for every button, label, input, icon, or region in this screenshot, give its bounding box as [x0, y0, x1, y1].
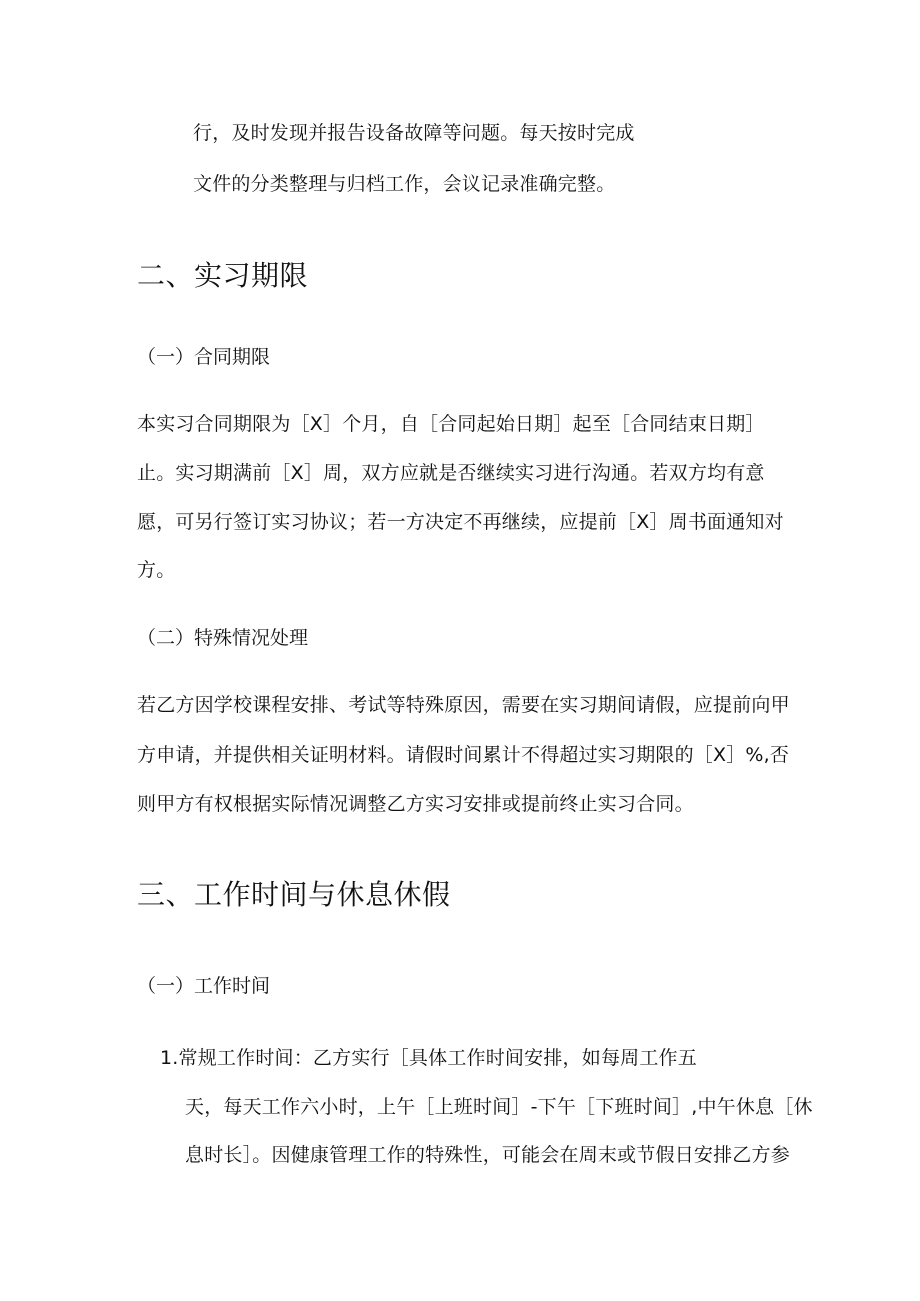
list-item-1-line-1	[160, 1045, 697, 1071]
list-item-number: 1	[160, 1047, 173, 1069]
paragraph-line: 愿，可另行签订实习协议；若一方决定不再继续，应提前［X］周书面通知对	[137, 511, 784, 533]
section-3-heading: 三、工作时间与休息休假	[137, 878, 451, 911]
intro-line-2: 文件的分类整理与归档工作，会议记录准确完整。	[193, 173, 616, 195]
section-2-sub-1-heading: （一）合同期限	[137, 346, 271, 368]
list-item-text: .常规工作时间：乙方实行［具体工作时间安排，如每周工作五	[172, 1047, 697, 1069]
section-2-sub-2-heading: （二）特殊情况处理	[137, 627, 309, 649]
section-3-sub-1-heading: （一）工作时间	[137, 975, 271, 997]
paragraph-line: 止。实习期满前［X］周，双方应就是否继续实习进行沟通。若双方均有意	[137, 462, 765, 484]
paragraph-line: 方申请，并提供相关证明材料。请假时间累计不得超过实习期限的［X］%,否	[137, 744, 790, 766]
paragraph-line: 若乙方因学校课程安排、考试等特殊原因，需要在实习期间请假，应提前向甲	[137, 694, 790, 716]
paragraph-line: 方。	[137, 559, 176, 581]
intro-line-1: 行，及时发现并报告设备故障等问题。每天按时完成	[193, 122, 635, 144]
paragraph-line: 则甲方有权根据实际情况调整乙方实习安排或提前终止实习合同。	[137, 793, 694, 815]
list-item-1-line-2: 天，每天工作六小时，上午［上班时间］-下午［下班时间］,中午休息［休	[185, 1096, 813, 1118]
section-2-heading: 二、实习期限	[137, 259, 309, 292]
list-item-1-line-3: 息时长］。因健康管理工作的特殊性，可能会在周末或节假日安排乙方参	[185, 1144, 790, 1166]
paragraph-line: 本实习合同期限为［X］个月，自［合同起始日期］起至［合同结束日期］	[137, 413, 765, 435]
